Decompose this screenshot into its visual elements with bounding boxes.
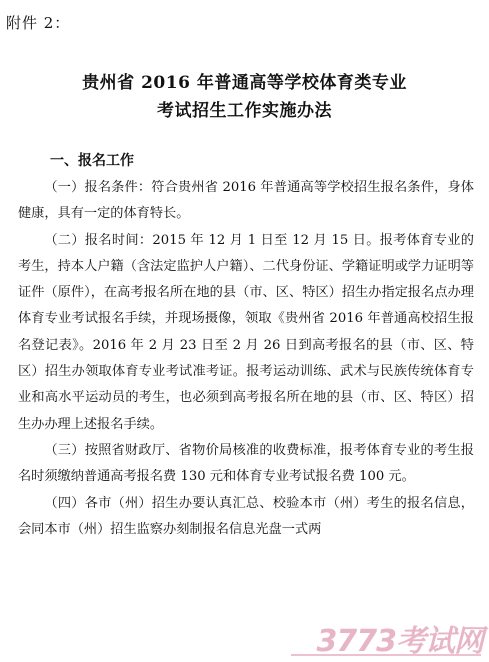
- watermark-logo: 3773考试网: [316, 624, 483, 659]
- paragraph-registration-conditions: （一）报名条件：符合贵州省 2016 年普通高等学校招生报名条件，身体健康，具有一定的体育特长。: [18, 180, 474, 222]
- document-title-line-2: 考试招生工作实施办法: [157, 101, 332, 121]
- paragraph-registration-time: （二）报名时间：2015 年 12 月 1 日至 12 月 15 日。报考体育专业的考生，持本人户籍（含法定监护人户籍）、二代身份证、学籍证明或学力证明等证件（原件），在高考报名所在地的县（市、区、特区）招生办指定报名点办理体育专业考试报名手续，并现场摄像，领取《贵州省 2016 年普通高校招生报名登记表》。2016 年 2 月 23 日至 2 月 26 日到高考报名的县（市、区、特区）招生办领取体育专业考试准考证。报考运动训练、武术与民族传统体育专业和高水平运动员的考生，也必须到高考报名所在地的县（市、区、特区）招生办办理上述报名手续。: [18, 232, 474, 432]
- paragraph-registration-fees: （三）按照省财政厅、省物价局核准的收费标准，报考体育专业的考生报名时须缴纳普通高考报名费 130 元和体育专业考试报名费 100 元。: [18, 442, 474, 485]
- document-title-line-1: 贵州省 2016 年普通高等学校体育类专业: [82, 73, 407, 93]
- paragraph-registration-info: （四）各市（州）招生办要认真汇总、校验本市（州）考生的报名信息，会同本市（州）招生监察办刻制报名信息光盘一式两: [18, 495, 474, 537]
- body-text: [18, 175, 474, 543]
- attachment-label: 附件 2：: [6, 14, 71, 32]
- section-heading-registration: 一、报名工作: [50, 153, 134, 169]
